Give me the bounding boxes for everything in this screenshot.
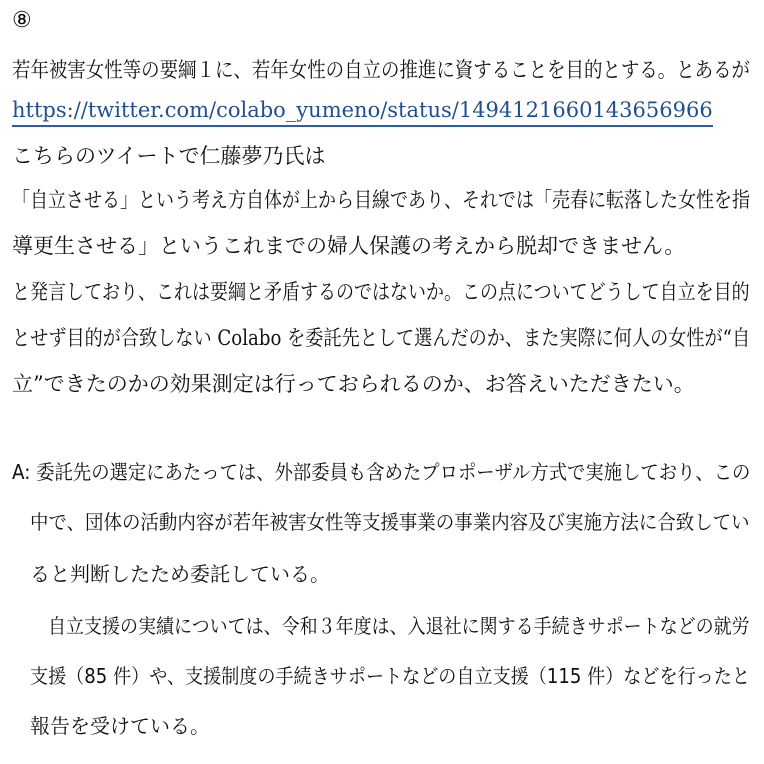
answer-line-1: A: 委託先の選定にあたっては、外部委員も含めたプロポーザル方式で実施しており、この — [12, 460, 751, 484]
answer-line-4: 自立支援の実績については、令和３年度は、入退社に関する手続きサポートなどの就労 — [48, 614, 750, 638]
question-line-7: とせず目的が合致しない Colabo を委託先として選んだのか、また実際に何人の女性が“自 — [12, 326, 751, 350]
tweet-link[interactable]: https://twitter.com/colabo_yumeno/status/1494121660143656966 — [12, 96, 713, 127]
tweet-link-line — [12, 96, 713, 127]
question-line-1: 若年被害女性等の要綱１に、若年女性の自立の推進に資することを目的とする。とあるが — [12, 58, 750, 82]
question-line-4: 「自立させる」という考え方自体が上から目線であり、それでは「売春に転落した女性を指 — [12, 188, 750, 212]
answer-line-2: 中で、団体の活動内容が若年被害女性等支援事業の事業内容及び実施方法に合致してい — [30, 510, 750, 534]
answer-line-6: 報告を受けている。 — [30, 714, 210, 738]
question-line-8: 立”できたのかの効果測定は行っておられるのか、お答えいただきたい。 — [12, 372, 695, 396]
question-line-5: 導更生させる」というこれまでの婦人保護の考えから脱却できません。 — [12, 234, 686, 258]
answer-line-3: ると判断したため委託している。 — [30, 562, 330, 586]
answer-line-5: 支援（85 件）や、支援制度の手続きサポートなどの自立支援（115 件）などを行ったと — [30, 664, 750, 688]
question-line-6: と発言しており、これは要綱と矛盾するのではないか。この点についてどうして自立を目的 — [12, 280, 750, 304]
question-number-marker: ⑧ — [12, 8, 32, 33]
question-line-3: こちらのツイートで仁藤夢乃氏は — [12, 144, 326, 168]
